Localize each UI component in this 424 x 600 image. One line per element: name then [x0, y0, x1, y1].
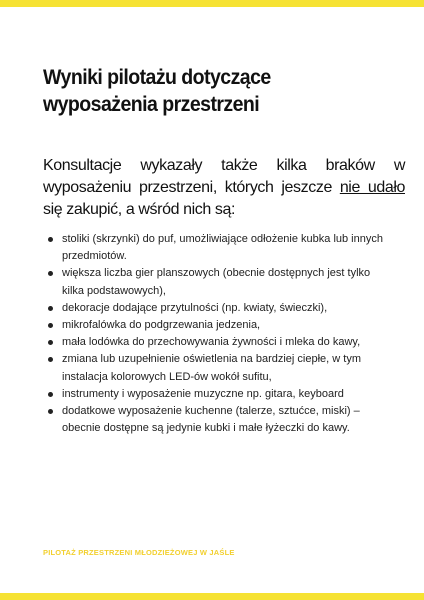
- page-title-line-1: Wyniki pilotażu dotyczące: [43, 66, 271, 89]
- list-item: [47, 317, 387, 334]
- intro-paragraph: [43, 155, 405, 221]
- list-item: [47, 300, 387, 317]
- bullet-dot-icon: [48, 357, 53, 362]
- intro-text-after: się zakupić, a wśród nich są:: [43, 201, 236, 218]
- bullet-dot-icon: [48, 306, 53, 311]
- bullet-dot-icon: [48, 409, 53, 414]
- top-accent-bar: [0, 0, 424, 7]
- page-title: [43, 64, 359, 118]
- list-item-text: zmiana lub uzupełnienie oświetlenia na bardziej ciepłe, w tym instalacja kolorowych LED-ów wokół sufitu,: [62, 353, 361, 383]
- intro-underlined-text: nie udało: [339, 179, 405, 196]
- list-item-text: mikrofalówka do podgrzewania jedzenia,: [62, 319, 261, 332]
- bullet-dot-icon: [48, 237, 53, 242]
- list-item: [47, 386, 387, 403]
- bullet-dot-icon: [48, 392, 53, 397]
- list-item-text: większa liczba gier planszowych (obecnie dostępnych jest tylko kilka podstawowych),: [62, 267, 371, 297]
- list-item-text: dodatkowe wyposażenie kuchenne (talerze, sztućce, miski) – obecnie dostępne są jedynie kubki i małe łyżeczki do kawy.: [62, 405, 360, 435]
- bullet-dot-icon: [48, 340, 53, 345]
- list-item-text: stoliki (skrzynki) do puf, umożliwiające odłożenie kubka lub innych przedmiotów.: [62, 233, 383, 263]
- bullet-dot-icon: [48, 323, 53, 328]
- list-item-text: mała lodówka do przechowywania żywności i mleka do kawy,: [62, 336, 361, 349]
- footer-text: PILOTAŻ PRZESTRZENI MŁODZIEŻOWEJ W JAŚLE: [43, 548, 235, 557]
- list-item: [47, 351, 387, 385]
- list-item: [47, 265, 387, 299]
- list-item: [47, 231, 387, 265]
- list-item: [47, 334, 387, 351]
- intro-text-before: Konsultacje wykazały także kilka braków w wyposażeniu przestrzeni, których jeszcze: [43, 157, 405, 196]
- bottom-accent-bar: [0, 593, 424, 600]
- bullet-dot-icon: [48, 271, 53, 276]
- list-item-text: instrumenty i wyposażenie muzyczne np. gitara, keyboard: [62, 387, 344, 400]
- missing-equipment-list: [47, 231, 387, 437]
- list-item-text: dekoracje dodające przytulności (np. kwiaty, świeczki),: [62, 301, 328, 314]
- page-title-line-2: wyposażenia przestrzeni: [43, 93, 260, 116]
- list-item: [47, 403, 387, 437]
